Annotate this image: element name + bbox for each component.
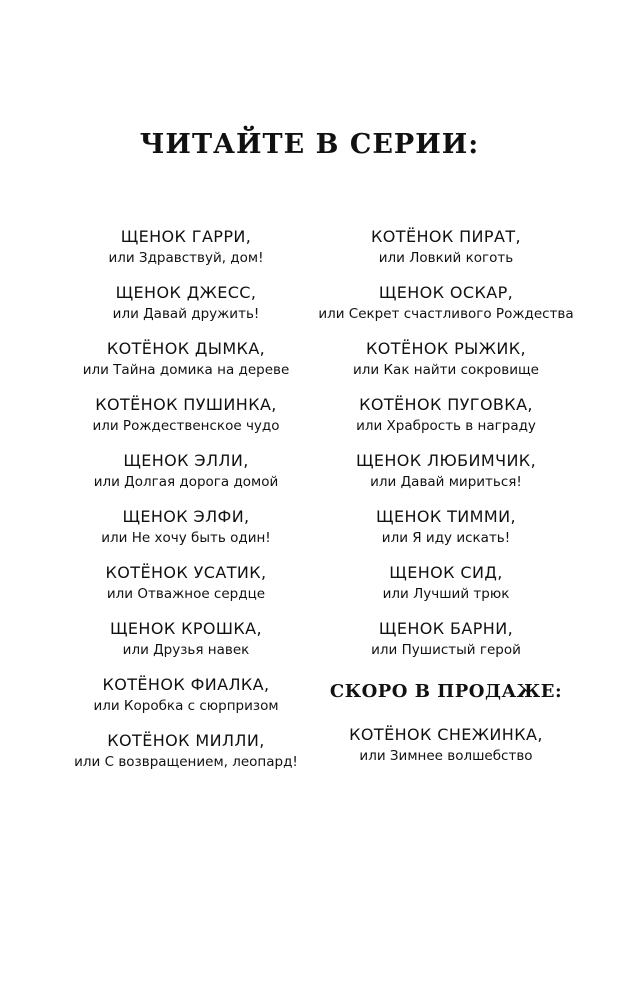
book-subtitle: или Не хочу быть один! — [101, 530, 271, 546]
book-name: ЩЕНОК ЭЛЛИ, — [123, 451, 249, 470]
book-entry — [296, 338, 596, 394]
book-subtitle: или Ловкий коготь — [378, 250, 514, 266]
book-subtitle: или Коробка с сюрпризом — [93, 698, 279, 714]
book-name: КОТЁНОК УСАТИК, — [105, 563, 267, 582]
book-entry — [36, 338, 336, 394]
book-subtitle: или Друзья навек — [122, 642, 250, 658]
coming-soon-book-entry — [296, 724, 596, 780]
book-entry — [296, 226, 596, 282]
page-title: ЧИТАЙТЕ В СЕРИИ: — [139, 129, 480, 160]
book-name: ЩЕНОК ГАРРИ, — [120, 227, 252, 246]
book-name: ЩЕНОК ЛЮБИМЧИК, — [355, 451, 537, 470]
book-name: КОТЁНОК СНЕЖИНКА, — [349, 725, 543, 744]
book-subtitle: или С возвращением, леопард! — [74, 754, 298, 770]
book-entry — [296, 394, 596, 450]
book-entry — [296, 618, 596, 674]
book-name: КОТЁНОК ДЫМКА, — [106, 339, 266, 358]
book-name: ЩЕНОК ДЖЕСС, — [115, 283, 257, 302]
book-subtitle: или Рождественское чудо — [92, 418, 280, 434]
book-subtitle: или Лучший трюк — [382, 586, 510, 602]
book-name: КОТЁНОК ФИАЛКА, — [102, 675, 270, 694]
book-entry — [36, 450, 336, 506]
book-subtitle: или Здравствуй, дом! — [108, 250, 264, 266]
book-entry — [296, 506, 596, 562]
book-entry — [36, 618, 336, 674]
book-subtitle: или Секрет счастливого Рождества — [318, 306, 574, 322]
book-subtitle: или Долгая дорога домой — [93, 474, 279, 490]
book-entry — [36, 562, 336, 618]
book-entry — [36, 282, 336, 338]
coming-soon-heading: СКОРО В ПРОДАЖЕ: — [329, 681, 563, 702]
book-name: ЩЕНОК КРОШКА, — [110, 619, 262, 638]
book-name: ЩЕНОК БАРНИ, — [378, 619, 514, 638]
book-entry — [296, 562, 596, 618]
book-subtitle: или Как найти сокровище — [353, 362, 539, 378]
book-entry — [36, 506, 336, 562]
right-book-list — [296, 226, 596, 780]
book-subtitle: или Тайна домика на дереве — [82, 362, 290, 378]
book-subtitle: или Отважное сердце — [106, 586, 266, 602]
book-entry — [296, 450, 596, 506]
book-name: ЩЕНОК ЭЛФИ, — [122, 507, 250, 526]
book-entry — [296, 282, 596, 338]
book-entry — [36, 226, 336, 282]
book-entry — [36, 394, 336, 450]
book-subtitle: или Давай мириться! — [370, 474, 522, 490]
book-entry — [36, 730, 336, 786]
left-book-list — [36, 226, 336, 786]
book-name: ЩЕНОК ОСКАР, — [378, 283, 514, 302]
book-name: ЩЕНОК СИД, — [389, 563, 503, 582]
book-name: КОТЁНОК РЫЖИК, — [366, 339, 526, 358]
book-subtitle: или Пушистый герой — [371, 642, 521, 658]
book-subtitle: или Я иду искать! — [381, 530, 511, 546]
book-subtitle: или Зимнее волшебство — [359, 748, 533, 764]
book-subtitle: или Давай дружить! — [112, 306, 260, 322]
book-name: КОТЁНОК ПИРАТ, — [371, 227, 521, 246]
book-name: ЩЕНОК ТИММИ, — [376, 507, 516, 526]
book-entry — [36, 674, 336, 730]
book-subtitle: или Храбрость в награду — [356, 418, 536, 434]
book-name: КОТЁНОК МИЛЛИ, — [107, 731, 265, 750]
book-name: КОТЁНОК ПУШИНКА, — [95, 395, 277, 414]
book-name: КОТЁНОК ПУГОВКА, — [359, 395, 533, 414]
